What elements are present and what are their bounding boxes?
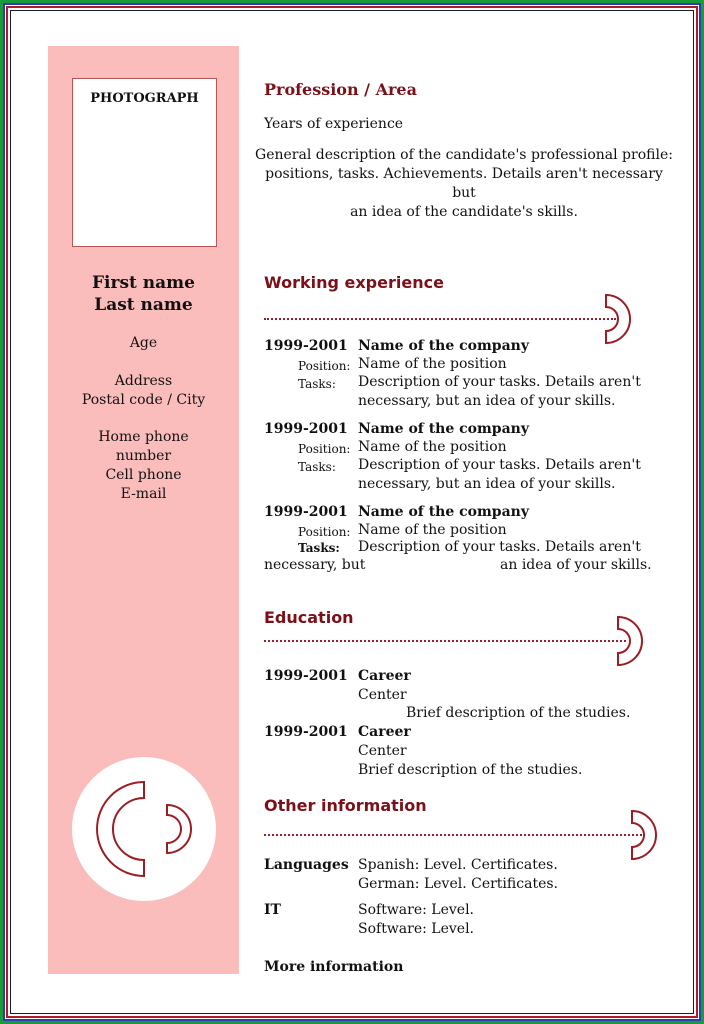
postal-code-city: Postal code / City (81, 392, 206, 408)
position-label: Position: (298, 525, 351, 539)
education-heading: Education (264, 608, 354, 627)
work-company: Name of the company (358, 504, 529, 520)
education-description: Brief description of the studies. (358, 762, 583, 778)
education-entry-1 (264, 667, 664, 723)
profile-description (254, 146, 674, 222)
logo-icon (72, 757, 216, 901)
it-skill-2: Software: Level. (358, 921, 475, 937)
more-information: More information (264, 959, 404, 975)
education-years: 1999-2001 (264, 724, 348, 740)
work-tasks-line-2: necessary, but an idea of your skills. (358, 476, 616, 492)
address: Address (114, 373, 173, 389)
work-position: Name of the position (358, 439, 507, 455)
work-company: Name of the company (358, 421, 529, 437)
first-name: First name (91, 273, 195, 293)
tasks-label: Tasks: (298, 377, 336, 391)
position-label: Position: (298, 442, 351, 456)
other-divider (264, 834, 642, 836)
tasks-label: Tasks: (298, 541, 340, 555)
work-divider (264, 318, 616, 320)
education-divider (264, 640, 626, 642)
work-tasks-line-2b: an idea of your skills. (500, 557, 652, 573)
years-of-experience: Years of experience (264, 116, 404, 132)
home-phone-number: number (115, 448, 172, 464)
address-block (48, 372, 239, 410)
candidate-name (48, 272, 239, 316)
photo-placeholder (72, 78, 217, 247)
education-career: Career (358, 724, 411, 740)
it-block (264, 901, 664, 941)
language-2: German: Level. Certificates. (358, 876, 558, 892)
tasks-label: Tasks: (298, 460, 336, 474)
cell-phone: Cell phone (105, 467, 182, 483)
education-career: Career (358, 668, 411, 684)
language-1: Spanish: Level. Certificates. (358, 857, 558, 873)
work-entry-3 (264, 503, 664, 579)
education-entry-2 (264, 723, 664, 779)
last-name: Last name (94, 295, 193, 315)
other-heading: Other information (264, 796, 427, 815)
education-years: 1999-2001 (264, 668, 348, 684)
photo-label: PHOTOGRAPH (90, 91, 199, 106)
work-position: Name of the position (358, 356, 507, 372)
age: Age (129, 335, 158, 351)
work-tasks-line-2a: necessary, but (264, 557, 366, 573)
work-company: Name of the company (358, 338, 529, 354)
languages-label: Languages (264, 857, 349, 873)
profile-desc-line-3: an idea of the candidate's skills. (350, 204, 578, 220)
email: E-mail (120, 486, 167, 502)
position-label: Position: (298, 359, 351, 373)
education-divider-ornament-icon (610, 614, 650, 668)
it-skill-1: Software: Level. (358, 902, 475, 918)
education-center: Center (358, 687, 407, 703)
contact-block (48, 428, 239, 504)
education-center: Center (358, 743, 407, 759)
work-entry-1 (264, 337, 664, 413)
other-divider-ornament-icon (624, 808, 664, 862)
work-tasks-line-1: Description of your tasks. Details aren't (358, 374, 641, 390)
work-entry-2 (264, 420, 664, 496)
work-tasks-line-1: Description of your tasks. Details aren't (358, 457, 641, 473)
work-position: Name of the position (358, 522, 507, 538)
profile-desc-line-2: positions, tasks. Achievements. Details aren't necessary but (265, 166, 663, 201)
languages-block (264, 856, 664, 896)
home-phone: Home phone (98, 429, 189, 445)
profession-title: Profession / Area (264, 80, 417, 99)
work-years: 1999-2001 (264, 421, 348, 437)
work-tasks-line-2: necessary, but an idea of your skills. (358, 393, 616, 409)
it-label: IT (264, 902, 281, 918)
work-tasks-line-1: Description of your tasks. Details aren't (358, 539, 641, 555)
work-years: 1999-2001 (264, 504, 348, 520)
work-heading: Working experience (264, 273, 444, 292)
profile-desc-line-1: General description of the candidate's professional profile: (255, 147, 673, 163)
education-description: Brief description of the studies. (406, 705, 631, 721)
work-years: 1999-2001 (264, 338, 348, 354)
